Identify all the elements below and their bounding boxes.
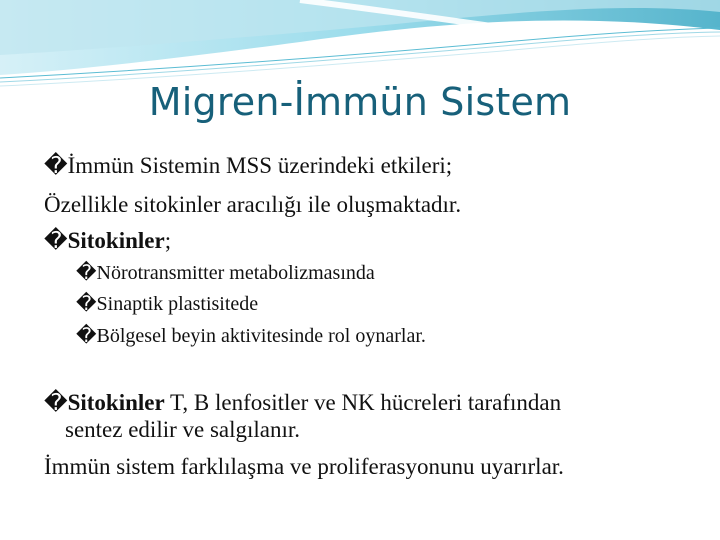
slide-title: Migren-İmmün Sistem bbox=[148, 80, 572, 124]
sitokinler-heading: Sitokinler bbox=[67, 390, 165, 415]
paragraph-3-line-1 bbox=[44, 389, 561, 417]
bullet-icon: � bbox=[76, 260, 97, 284]
bullet-icon: � bbox=[44, 390, 68, 416]
paragraph-3-text: T, B lenfositler ve NK hücreleri tarafından bbox=[164, 390, 562, 415]
paragraph-2-rest: ; bbox=[164, 228, 172, 253]
paragraph-1-line-2: Özellikle sitokinler aracılığı ile oluşmaktadır. bbox=[44, 192, 462, 217]
sub-item-2 bbox=[76, 291, 258, 316]
paragraph-1-text: İmmün Sistemin MSS üzerindeki etkileri; bbox=[67, 153, 453, 178]
sub-item-text: Bölgesel beyin aktivitesinde rol oynarlar. bbox=[96, 325, 426, 347]
bullet-icon: � bbox=[76, 323, 97, 347]
sub-item-text: Sinaptik plastisitede bbox=[96, 293, 259, 315]
paragraph-2 bbox=[44, 227, 171, 255]
bullet-icon: � bbox=[44, 153, 68, 179]
paragraph-3-line-2: sentez edilir ve salgılanır. bbox=[65, 417, 301, 442]
header-wave-decoration bbox=[0, 0, 720, 90]
sub-item-1 bbox=[76, 260, 375, 285]
paragraph-1-line-1 bbox=[44, 152, 452, 180]
sitokinler-heading: Sitokinler bbox=[67, 228, 165, 253]
sub-item-3 bbox=[76, 323, 426, 348]
paragraph-3-line-3: İmmün sistem farklılaşma ve proliferasyonunu uyarırlar. bbox=[44, 454, 564, 479]
bullet-icon: � bbox=[76, 291, 97, 315]
sub-item-text: Nörotransmitter metabolizmasında bbox=[96, 262, 375, 284]
bullet-icon: � bbox=[44, 228, 68, 254]
